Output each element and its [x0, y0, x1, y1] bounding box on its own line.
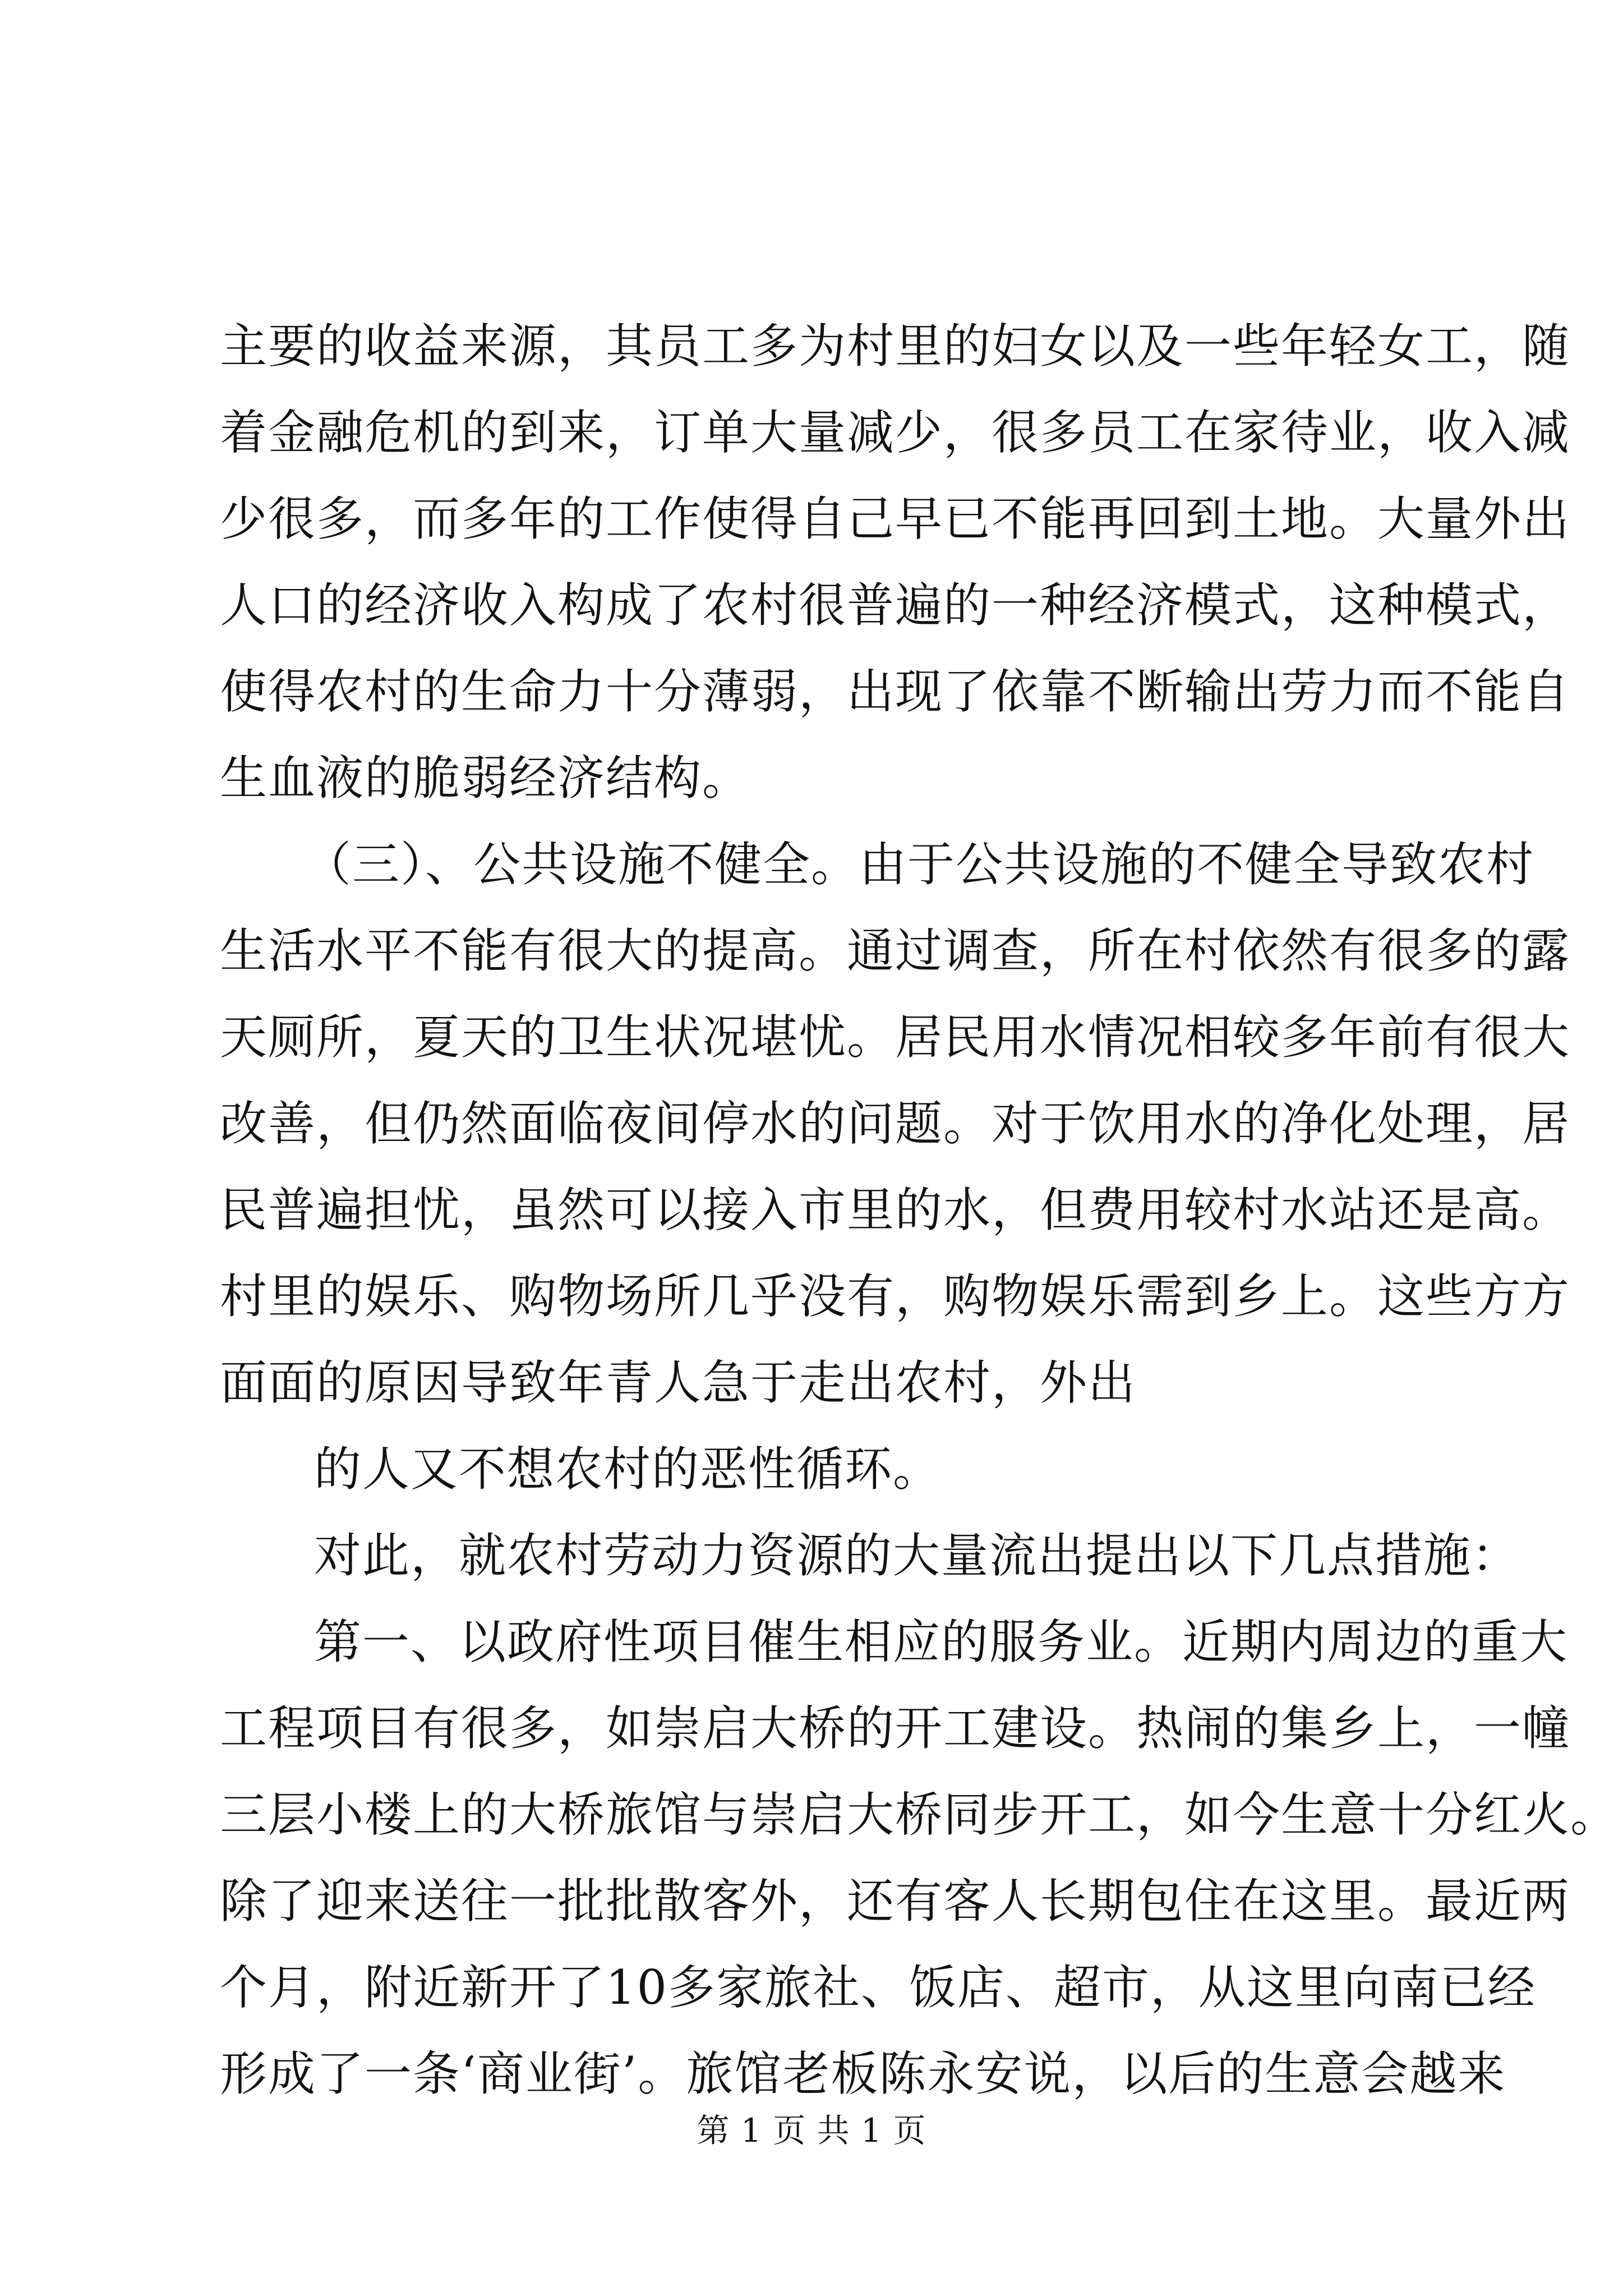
text-line: 生血液的脆弱经济结构。 [220, 751, 751, 806]
text-line: 面面的原因导致年青人急于走出农村，外出 [220, 1355, 1137, 1410]
text-line: 生活水平不能有很大的提高。通过调查，所在村依然有很多的露 [220, 923, 1571, 978]
text-line: 除了迎来送往一批批散客外，还有客人长期包住在这里。最近两 [220, 1874, 1571, 1929]
text-line: 天厕所，夏天的卫生状况堪忧。居民用水情况相较多年前有很大 [220, 1010, 1571, 1065]
text-line: 少很多，而多年的工作使得自己早已不能再回到土地。大量外出 [220, 491, 1571, 546]
text-line: 主要的收益来源，其员工多为村里的妇女以及一些年轻女工，随 [220, 319, 1571, 374]
text-line: 改善，但仍然面临夜间停水的问题。对于饮用水的净化处理，居 [220, 1096, 1571, 1151]
text-line: 形成了一条‘商业街’。旅馆老板陈永安说，以后的生意会越来 [220, 2046, 1506, 2101]
paragraph-line: 对此，就农村劳动力资源的大量流出提出以下几点措施： [314, 1528, 1520, 1583]
text-line: 个月，附近新开了10多家旅社、饭店、超市，从这里向南已经 [220, 1960, 1536, 2015]
text-line: 村里的娱乐、购物场所几乎没有，购物娱乐需到乡上。这些方方 [220, 1269, 1571, 1324]
text-line: 三层小楼上的大桥旅馆与崇启大桥同步开工，如今生意十分红火。 [220, 1787, 1619, 1842]
text-line: 着金融危机的到来，订单大量减少，很多员工在家待业，收入减 [220, 405, 1571, 460]
text-line: 民普遍担忧，虽然可以接入市里的水，但费用较村水站还是高。 [220, 1182, 1571, 1237]
section-heading-line: （三）、公共设施不健全。由于公共设施的不健全导致农村 [304, 837, 1535, 892]
text-line: 的人又不想农村的恶性循环。 [314, 1442, 942, 1497]
paragraph-line: 第一、以政府性项目催生相应的服务业。近期内周边的重大 [314, 1614, 1569, 1669]
document-body [220, 303, 1619, 2117]
text-line: 使得农村的生命力十分薄弱，出现了依靠不断输出劳力而不能自 [220, 664, 1571, 719]
text-line: 人口的经济收入构成了农村很普遍的一种经济模式，这种模式， [220, 578, 1571, 633]
page-footer: 第 1 页 共 1 页 [697, 2111, 926, 2150]
text-line: 工程项目有很多，如崇启大桥的开工建设。热闹的集乡上，一幢 [220, 1701, 1571, 1756]
